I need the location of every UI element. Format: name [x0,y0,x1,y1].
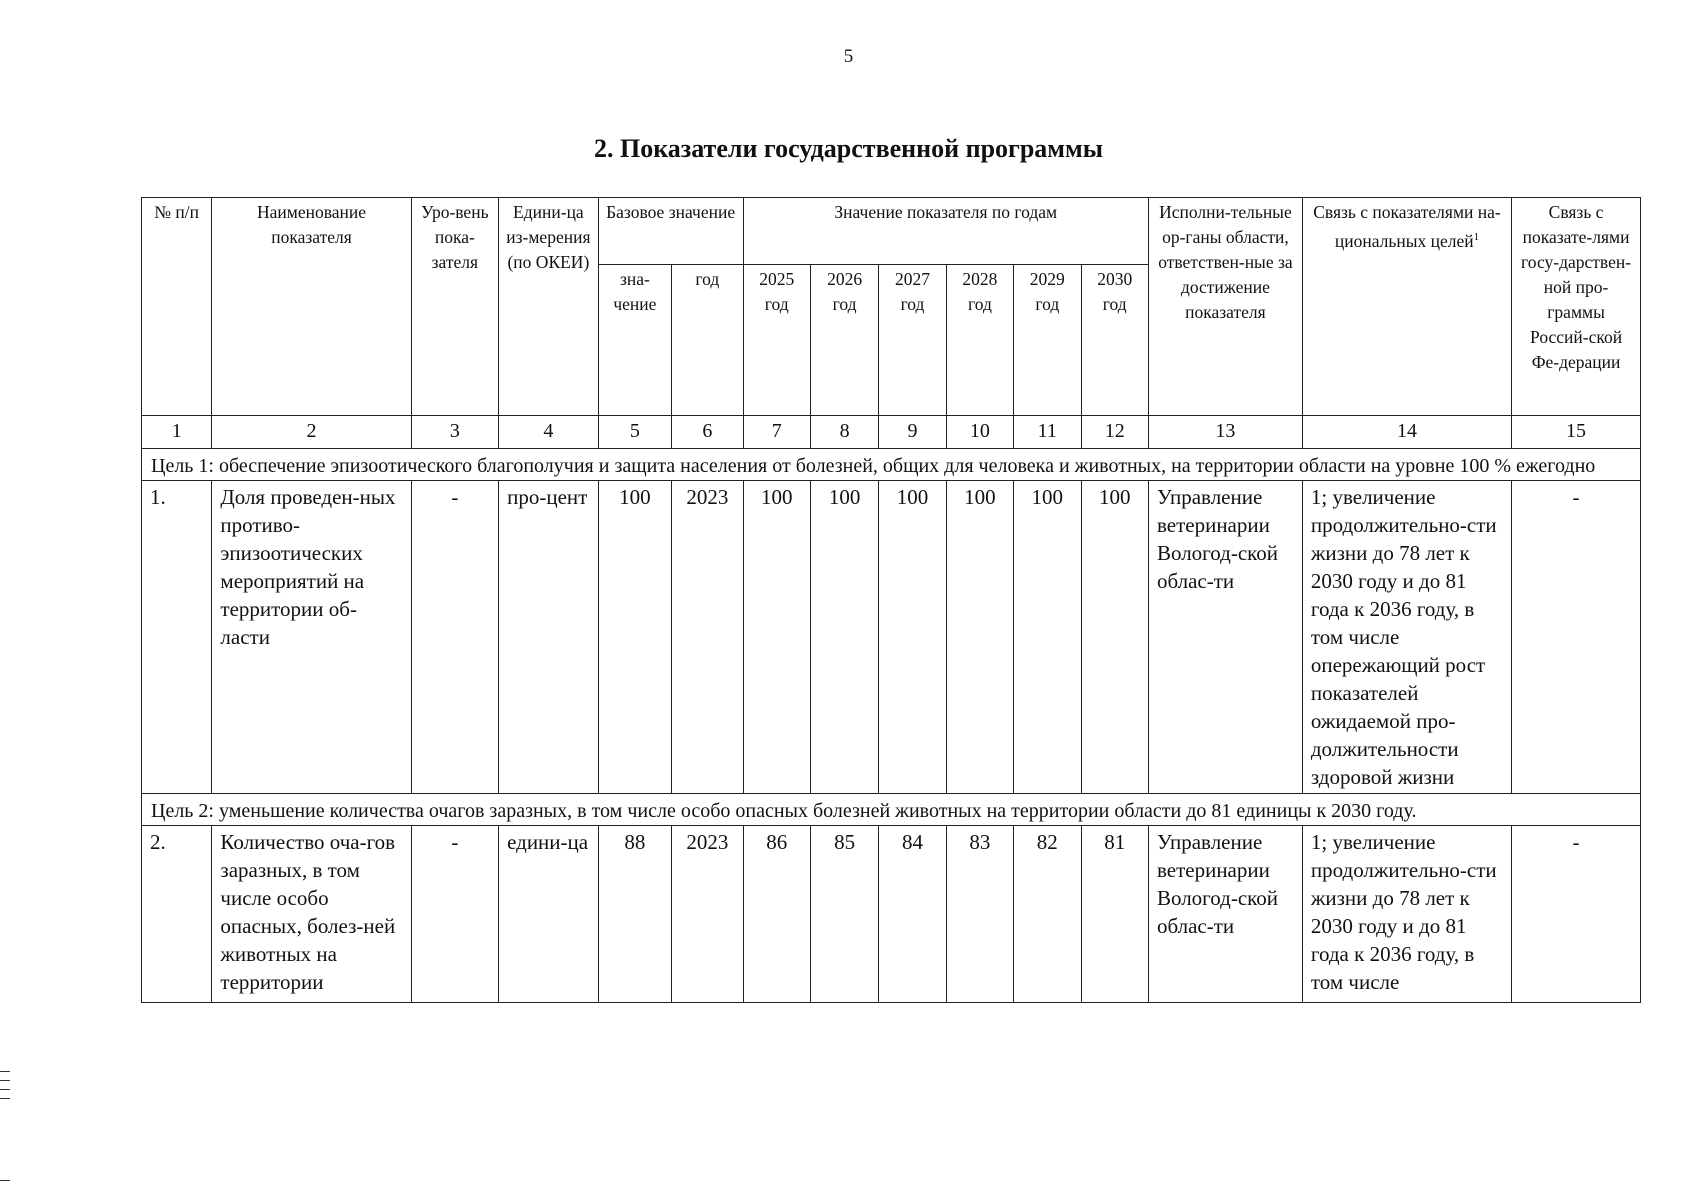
column-number: 7 [743,416,810,449]
scan-margin-mark [0,1080,10,1081]
header-2030: 2030 год [1081,265,1148,416]
column-number: 5 [598,416,671,449]
header-2025: 2025 год [743,265,810,416]
row-2029: 100 [1014,481,1081,794]
scan-margin-mark [0,1098,10,1099]
header-federal-link: Связь с показате-лями госу-дарствен-ной про-граммы Россий-ской Фе-дерации [1512,198,1641,416]
header-base-value: зна-чение [598,265,671,416]
column-number: 10 [946,416,1013,449]
page-number: 5 [843,46,854,67]
scan-margin-mark [0,1089,10,1090]
indicators-table-container [141,197,1641,1003]
row-level: - [411,481,499,794]
row-2025: 100 [743,481,810,794]
goal-row-2 [142,794,1641,826]
row-2028: 83 [946,826,1013,1003]
header-executors: Исполни-тельные ор-ганы области, ответствен-ные за достижение показателя [1148,198,1302,416]
header-num: № п/п [142,198,212,416]
page-title: 2. Показатели государственной программы [593,134,1104,163]
column-number: 2 [212,416,411,449]
row-unit: про-цент [499,481,599,794]
scan-margin-mark [0,1071,10,1072]
column-number: 6 [672,416,743,449]
row-unit: едини-ца [499,826,599,1003]
column-number: 14 [1302,416,1511,449]
row-name: Доля проведен-ных противо-эпизоотических мероприятий на территории об-ласти [212,481,411,794]
header-level: Уро-вень пока-зателя [411,198,499,416]
column-number: 13 [1148,416,1302,449]
row-federal-link: - [1512,481,1641,794]
header-unit: Едини-ца из-мерения (по ОКЕИ) [499,198,599,416]
goal-1-text: Цель 1: обеспечение эпизоотического благополучия и защита населения от болезней, общих для человека и животных, на территории области на уровне 100 % ежегодно [142,449,1641,481]
row-2026: 85 [810,826,878,1003]
column-number: 9 [879,416,946,449]
header-name: Наименование показателя [212,198,411,416]
column-number: 11 [1014,416,1081,449]
row-federal-link: - [1512,826,1641,1003]
goal-row-1 [142,449,1641,481]
table-row [142,826,1641,1003]
column-number-row [142,416,1641,449]
column-number: 1 [142,416,212,449]
header-base: Базовое значение [598,198,743,265]
row-national-link: 1; увеличение продолжительно-сти жизни до 78 лет к 2030 году и до 81 года к 2036 году, в том числе [1302,826,1511,1003]
row-national-link: 1; увеличение продолжительно-сти жизни до 78 лет к 2030 году и до 81 года к 2036 году, в том числе опережающий рост показателей ожидаемой про-должительности здоровой жизни [1302,481,1511,794]
row-base-value: 88 [598,826,671,1003]
header-2026: 2026 год [810,265,878,416]
row-level: - [411,826,499,1003]
column-number: 4 [499,416,599,449]
row-num: 1. [142,481,212,794]
row-executor: Управление ветеринарии Вологод-ской облас-ти [1148,481,1302,794]
row-2028: 100 [946,481,1013,794]
row-2026: 100 [810,481,878,794]
column-number: 15 [1512,416,1641,449]
row-2025: 86 [743,826,810,1003]
row-2030: 81 [1081,826,1148,1003]
header-row-1 [142,198,1641,265]
header-national-link: Связь с показателями на-циональных целей$^1$ [1302,198,1511,416]
header-2028: 2028 год [946,265,1013,416]
indicators-table [141,197,1641,1003]
column-number: 12 [1081,416,1148,449]
goal-2-text: Цель 2: уменьшение количества очагов заразных, в том числе особо опасных болезней животных на территории области до 81 единицы к 2030 году. [142,794,1641,826]
column-number: 8 [810,416,878,449]
header-years-group: Значение показателя по годам [743,198,1148,265]
row-2030: 100 [1081,481,1148,794]
header-2029: 2029 год [1014,265,1081,416]
column-number: 3 [411,416,499,449]
header-2027: 2027 год [879,265,946,416]
scan-margin-mark [0,1180,10,1181]
row-2027: 84 [879,826,946,1003]
row-2027: 100 [879,481,946,794]
header-base-year: год [672,265,743,416]
row-2029: 82 [1014,826,1081,1003]
row-num: 2. [142,826,212,1003]
row-executor: Управление ветеринарии Вологод-ской облас-ти [1148,826,1302,1003]
table-row [142,481,1641,794]
row-base-year: 2023 [672,481,743,794]
row-base-value: 100 [598,481,671,794]
row-base-year: 2023 [672,826,743,1003]
row-name: Количество оча-гов заразных, в том числе особо опасных, болез-ней животных на территории [212,826,411,1003]
